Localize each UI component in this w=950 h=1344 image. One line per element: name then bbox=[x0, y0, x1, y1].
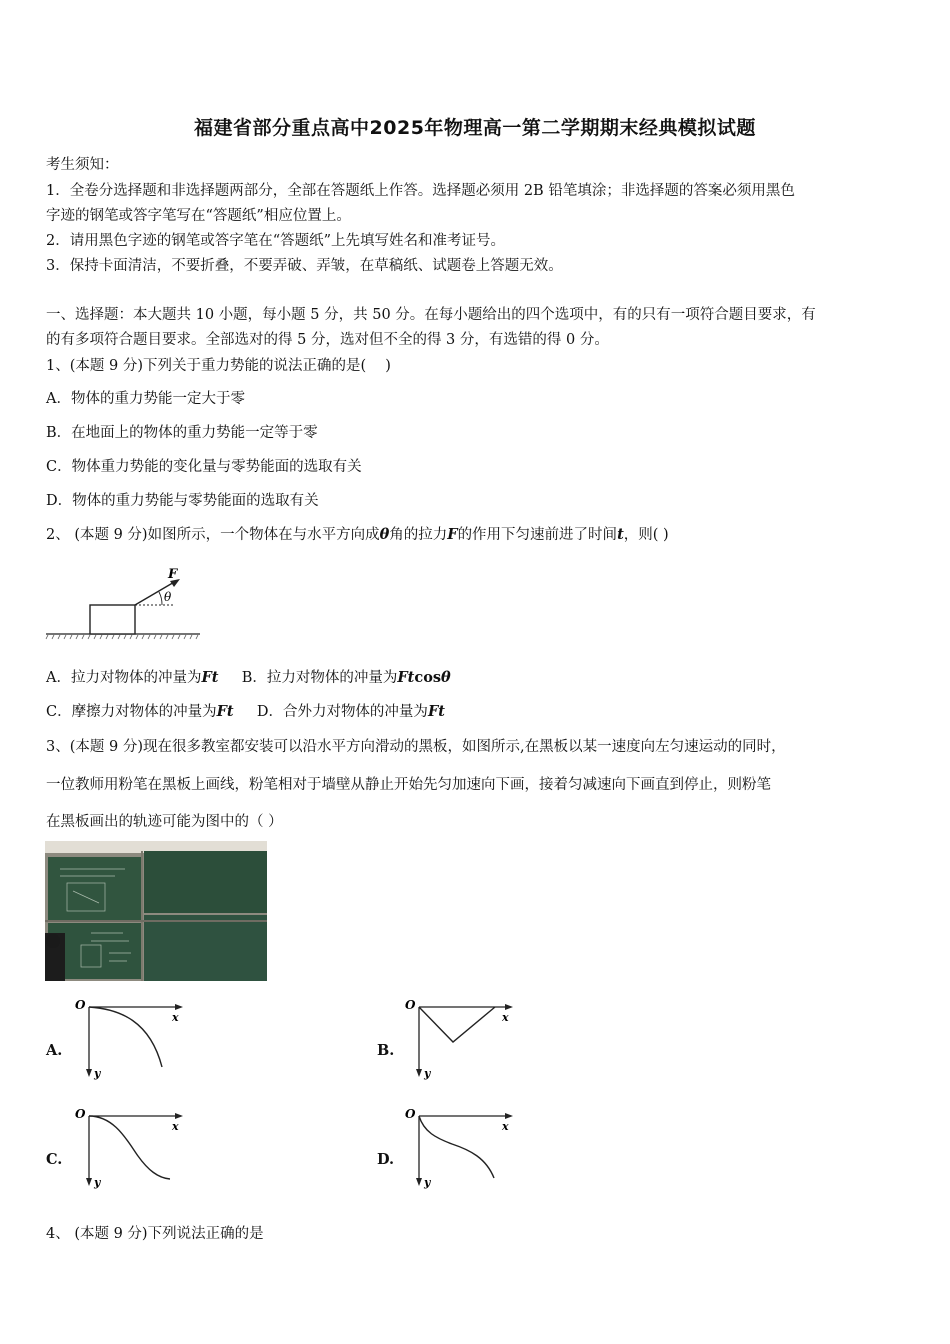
q2-option-c-text: C．摩擦力对物体的冲量为 bbox=[46, 704, 217, 720]
q3-graph-c-origin: O bbox=[75, 1107, 86, 1121]
q1-option-a: A．物体的重力势能一定大于零 bbox=[46, 391, 245, 407]
q3-graph-a-x-label: x bbox=[172, 1011, 179, 1024]
notice-item-3: 3．保持卡面清洁，不要折叠，不要弄破、弄皱，在草稿纸、试题卷上答题无效。 bbox=[46, 258, 563, 274]
q2-option-b-theta: θ bbox=[441, 669, 451, 686]
q1-option-c: C．物体重力势能的变化量与零势能面的选取有关 bbox=[46, 459, 362, 475]
page-title: 福建省部分重点高中2025年物理高一第二学期期末经典模拟试题 bbox=[194, 117, 756, 139]
q2-option-b-value: Ft bbox=[397, 669, 415, 686]
section-intro-1: 一、选择题：本大题共 10 小题，每小题 5 分，共 50 分。在每小题给出的四个选项中，有的只有一项符合题目要求，有 bbox=[46, 307, 816, 323]
q2-stem-part-b: 角的拉力 bbox=[389, 527, 448, 543]
q2-stem-part-d: ，则( ) bbox=[623, 527, 669, 543]
q2-fig-theta-label: θ bbox=[164, 590, 172, 604]
q3-graph-a-origin: O bbox=[75, 998, 86, 1012]
q3-graph-b-x-label: x bbox=[502, 1011, 509, 1024]
q3-graph-b-y-label: y bbox=[424, 1067, 431, 1080]
q3-stem-line-3: 在黑板画出的轨迹可能为图中的（ ） bbox=[46, 814, 283, 830]
section-intro-2: 的有多项符合题目要求。全部选对的得 5 分，选对但不全的得 3 分，有选错的得 0 分。 bbox=[46, 332, 609, 348]
q3-graph-b bbox=[400, 995, 520, 1085]
q3-option-c-letter: C. bbox=[46, 1151, 63, 1168]
q3-option-d-letter: D. bbox=[377, 1151, 395, 1168]
q2-stem-part-c: 的作用下匀速前进了时间 bbox=[457, 527, 618, 543]
notice-item-1a: 1．全卷分选择题和非选择题两部分，全部在答题纸上作答。选择题必须用 2B 铅笔填涂；非选择题的答案必须用黑色 bbox=[46, 183, 795, 199]
q2-force-diagram bbox=[44, 562, 204, 648]
q2-stem bbox=[46, 523, 669, 544]
q3-graph-d-x-label: x bbox=[502, 1120, 509, 1133]
q4-stem: 4、 (本题 9 分)下列说法正确的是 bbox=[46, 1226, 264, 1242]
q3-graph-d bbox=[400, 1104, 520, 1194]
q3-graph-d-y-label: y bbox=[424, 1176, 431, 1189]
q1-option-d: D．物体的重力势能与零势能面的选取有关 bbox=[46, 493, 319, 509]
q2-option-row-cd bbox=[46, 700, 445, 721]
q3-stem-line-1: 3、(本题 9 分)现在很多教室都安装可以沿水平方向滑动的黑板，如图所示,在黑板以某一速度向左匀速运动的同时， bbox=[46, 739, 786, 755]
notice-heading: 考生须知： bbox=[46, 157, 119, 173]
q2-theta: θ bbox=[379, 526, 390, 543]
q3-option-a-letter: A. bbox=[46, 1042, 63, 1059]
notice-item-1b: 字迹的钢笔或答字笔写在“答题纸”相应位置上。 bbox=[46, 208, 351, 224]
q3-option-b-letter: B. bbox=[377, 1042, 395, 1059]
q2-option-a-text: A．拉力对物体的冲量为 bbox=[46, 670, 202, 686]
q3-graph-a-y-label: y bbox=[94, 1067, 101, 1080]
q3-graph-d-origin: O bbox=[405, 1107, 416, 1121]
q2-force: F bbox=[447, 526, 458, 543]
q3-graph-a bbox=[70, 995, 190, 1085]
q3-graph-b-origin: O bbox=[405, 998, 416, 1012]
q3-graph-c bbox=[70, 1104, 190, 1194]
q3-graph-c-y-label: y bbox=[94, 1176, 101, 1189]
q3-graph-c-x-label: x bbox=[172, 1120, 179, 1133]
q2-stem-part-a: 2、 (本题 9 分)如图所示，一个物体在与水平方向成 bbox=[46, 527, 380, 543]
q2-option-c-value: Ft bbox=[216, 703, 234, 720]
notice-item-2: 2．请用黑色字迹的钢笔或答字笔在“答题纸”上先填写姓名和准考证号。 bbox=[46, 233, 506, 249]
q1-stem: 1、(本题 9 分)下列关于重力势能的说法正确的是( ) bbox=[46, 358, 391, 374]
q3-stem-line-2: 一位教师用粉笔在黑板上画线，粉笔相对于墙壁从静止开始先匀加速向下画，接着匀减速向下画直到停止，则粉笔 bbox=[46, 777, 771, 793]
q2-fig-force-label: F bbox=[168, 567, 178, 582]
q2-option-b-cos: cos bbox=[414, 669, 442, 686]
blackboard-photo bbox=[45, 841, 267, 981]
q1-option-b: B．在地面上的物体的重力势能一定等于零 bbox=[46, 425, 318, 441]
q2-option-d-value: Ft bbox=[427, 703, 445, 720]
q2-option-d-text: D．合外力对物体的冲量为 bbox=[256, 704, 428, 720]
q2-time: t bbox=[617, 526, 624, 543]
q2-option-a-value: Ft bbox=[201, 669, 219, 686]
q2-option-row-ab bbox=[46, 666, 451, 687]
q2-option-b-text: B．拉力对物体的冲量为 bbox=[241, 670, 398, 686]
